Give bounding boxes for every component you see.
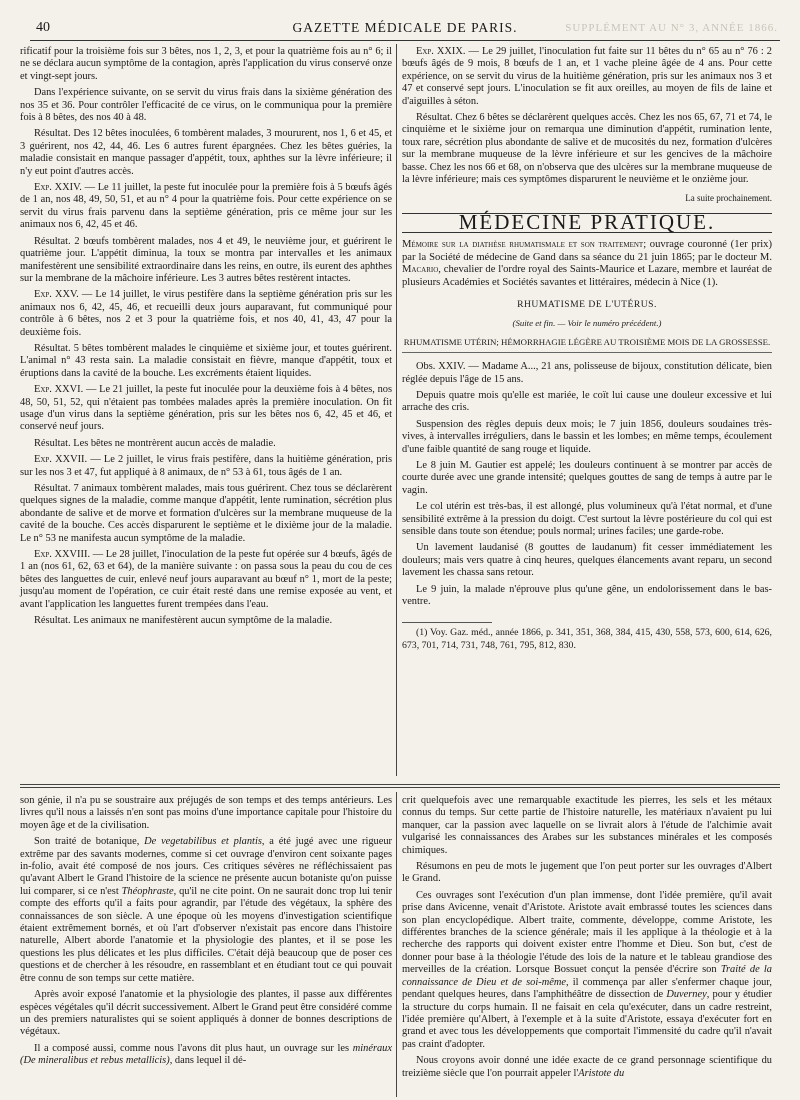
result-paragraph: Résultat. Chez 6 bêtes se déclarèrent quelques accès. Chez les nos 65, 67, 71 et 74, le cinquième et le sixième jour on remarqua une diminution d'appétit, rumination lente, toux rare, sécrétion plus abondante de salive et de mucosités du nez, formation d'ulcères sur la membrane muqueuse de la lèvre inférieure et sur les gencives de la mâchoire basse. Chez les nos 66 et 68, on n'observa que des ulcères sur la membrane muqueuse de la lèvre inférieure; mais ces symptômes disparurent le neuvième et le onzième jour. xyxy=(402,112,772,186)
text-run: , qu'il ne cite point. On ne saurait donc trop lui tenir compte des efforts qu'il a faits pour agrandir, par l'étude des végétaux, la sphère des connaissances de son siècle. A une époque où les moyens d'investigation scientifique étaient extrêmement bornés, et où l'art d'observer n'existait pas encore dans l'histoire naturelle, Albert aborde l'anatomie et la physiologie des plantes, et il se pose les questions les plus délicates et les plus difficiles. C'était déjà beaucoup que de poser ces questions et de chercher à les résoudre, en rassemblant et en étudiant tout ce qui pouvait être connu de son temps sur cette matière. xyxy=(20,885,392,984)
text-run: , pour y étudier la structure du corps humain. Il ne faisait en cela qu'exécuter, dans un cadre restreint, l'idée première qu'Albert, à l'exemple et à la suite d'Aristote, essaya d'exécuter fort en grand et avec tous les développements que comportait l'immensité du cadre qu'il n'avait pas craint d'adopter. xyxy=(402,989,772,1050)
book-title: minéraux (De mineralibus et rebus metallicis) xyxy=(20,1042,392,1067)
footnote: (1) Voy. Gaz. méd., année 1866, p. 341, 351, 368, 384, 415, 430, 558, 573, 600, 614, 626, 673, 701, 714, 731, 748, 761, 795, 812, 830. xyxy=(402,627,772,651)
paragraph xyxy=(20,1043,392,1068)
experiment-label: Exp. XXVII. xyxy=(34,454,88,466)
experiment-label: Exp. XXIV. xyxy=(34,182,82,194)
book-title: Traité de la connaissance de Dieu et de soi-même xyxy=(402,964,773,988)
journal-title: GAZETTE MÉDICALE DE PARIS. xyxy=(292,20,518,35)
observation-paragraph: Obs. XXIV. — Madame A..., 21 ans, polisseuse de bijoux, constitution délicate, bien réglée depuis l'âge de 15 ans. xyxy=(402,361,772,385)
page-header xyxy=(30,18,780,41)
person-name: Duverney xyxy=(666,989,707,1001)
continuation-note: La suite prochainement. xyxy=(685,193,772,204)
experiment-text: — Le 2 juillet, le virus frais pestifère, dans la huitième génération, pris sur les nos 3 et 47, fut appliqué à 8 animaux, de n° 53 à 61, tous âgés de 1 an. xyxy=(20,454,392,478)
paragraph: rificatif pour la troisième fois sur 3 bêtes, nos 1, 2, 3, et pour la quatrième fois au n° 6; il ne se déclara aucun symptôme de la contagion, après l'application du virus conservé onze et vingt-sept jours. xyxy=(20,46,392,82)
column-bottom-left xyxy=(20,795,392,1095)
experiment-text: — Le 29 juillet, l'inoculation fut faite sur 11 bêtes du n° 65 au n° 76 : 2 bœufs âgés de 9 mois, 8 bœufs de 1 an, et 1 vache pleine âgée de 4 ans. Pour cette expérience, on se servit du virus de la huitième génération, pris sur les animaux nos 3 et 47 et conservé sept jours. L'inoculation se fit aux oreilles, au moyen de fils de laine et d'aiguilles à séton. xyxy=(402,46,772,107)
result-paragraph: Résultat. 5 bêtes tombèrent malades le cinquième et sixième jour, et toutes guérirent. L'animal n° 43 resta sain. La maladie consistait en fièvre, manque d'appétit, toux et éruptions dans la cavité de la bouche. Les excréments étaient liquides. xyxy=(20,342,392,379)
result-paragraph: Résultat. Les bêtes ne montrèrent aucun accès de maladie. xyxy=(34,437,276,449)
column-top-right xyxy=(402,46,772,774)
experiment-paragraph xyxy=(20,384,392,434)
result-paragraph: Résultat. 2 bœufs tombèrent malades, nos 4 et 49, le neuvième jour, et guérirent le quatrième jour. L'appétit diminua, la toux se montra par intervalles et les animaux manifestèrent une sensibilité extraordinaire dans les reins, en outre, ils eurent des aphthes sur la membrane de la mâchoire inférieure. Les 3 autres bêtes restèrent intactes. xyxy=(20,235,392,284)
epithet: Aristote du xyxy=(578,1067,625,1079)
memoir-title: Mémoire sur la diathèse rhumatismale et son traitement; xyxy=(402,239,647,251)
experiment-label: Exp. XXVIII. xyxy=(34,549,91,561)
text-run: Ces ouvrages sont l'exécution d'un plan immense, dont l'idée première, qu'il avait prise dans Avicenne, venait d'Aristote. Aristote avait embrassé toutes les sciences dans son plan encyclopédique. Albert traite, commente, développe, comme Aristote, les différentes branches de la science générale; mais il les applique à la théologie et à la recherche des rapports qui doivent exister entre l'homme et Dieu. Son but, c'est de donner pour base à la théologie l'étude des lois de la nature et le tableau grandiose des merveilles de la création. Lorsque Bossuet conçut la pensée d'écrire son xyxy=(402,889,772,976)
paragraph xyxy=(402,1055,772,1080)
text-run: , a été jugé avec une rigueur extrême par des savants modernes, comme si cet ouvrage d'environ cent soixante pages in-folio, avait été composé de nos jours. Ces critiques sévères ne réfléchissaient pas qu'avant Albert le Grand l'histoire de la science ne présente aucun botaniste qu'on puisse lui comparer, si ce n'est xyxy=(20,836,392,897)
case-heading: RHUMATISME UTÉRIN; HÉMORRHAGIE LÉGÈRE AU TROISIÈME MOIS DE LA GROSSESSE. xyxy=(402,336,772,353)
subsection-note: (Suite et fin. — Voir le numéro précédent.) xyxy=(512,318,662,329)
paragraph xyxy=(20,836,392,985)
result-paragraph: Résultat. Des 12 bêtes inoculées, 6 tombèrent malades, 3 moururent, nos 1, 6 et 45, et 3 guérirent, nos 42, 44, 46. Les 6 autres furent épargnées. Chez les bêtes guéries, la maladie consistait en manque passager d'appétit, toux, aphthes sur la lèvre inférieure; il n'y eut point d'autres accès. xyxy=(20,128,392,177)
text-run: Nous croyons avoir donné une idée exacte de ce grand personnage scientifique du treizième siècle que l'on pourrait appeler l' xyxy=(402,1055,772,1079)
experiment-label: Exp. XXV. xyxy=(34,289,79,301)
memoir-author: Macario xyxy=(402,264,439,276)
column-bottom-right xyxy=(402,795,772,1095)
experiment-text: — Le 14 juillet, le virus pestifère dans la septième génération pris sur les animaux nos 6, 42, 45, 46, et recueilli deux jours auparavant, fut communiqué pour contrôle à 6 bêtes, nos 2 et 3 pour la quatrième fois, et nos 40, 41, 43, 47 pour la deuxième fois. xyxy=(20,289,392,338)
paragraph: Suspension des règles depuis deux mois; le 7 juin 1856, douleurs soudaines très-vives, à intervalles irréguliers, dans le bassin et les lombes; en même temps, écoulement d'une faible quantité de sang rouge et liquide. xyxy=(402,418,772,455)
result-paragraph: Résultat. 7 animaux tombèrent malades, mais tous guérirent. Chez tous se déclarèrent quelques signes de la maladie, comme manque d'appétit, lente rumination, sécrétion plus abondante de salive et de morve et formation d'ulcères sur la membrane muqueuse de la cavité de la bouche. Ces accès disparurent le septième et le dixième jour de la maladie. Le n° 53 ne manifesta aucun symptôme de la maladie. xyxy=(20,483,392,544)
result-paragraph: Résultat. Les animaux ne manifestèrent aucun symptôme de la maladie. xyxy=(34,615,333,627)
footnote-rule xyxy=(402,622,492,623)
experiment-label: Exp. XXVI. xyxy=(34,384,84,396)
experiment-paragraph xyxy=(20,182,392,232)
experiment-label: Exp. XXIX. xyxy=(416,46,466,57)
text-run: Son traité de botanique, xyxy=(34,836,145,848)
section-title: MÉDECINE PRATIQUE. xyxy=(458,209,716,234)
subsection-heading: RHUMATISME DE L'UTÉRUS. xyxy=(517,298,657,310)
memoir-affiliation: , chevalier de l'ordre royal des Saints-Maurice et Lazare, membre et lauréat de plusieurs Académies et Sociétés savantes et littéraires, médecin à Nice (1). xyxy=(402,264,772,288)
column-divider-bottom xyxy=(396,792,397,1097)
memoir-description: ouvrage couronné (1er prix) par la Société de médecine de Gand dans sa séance du 21 juin 1865; par le docteur M. xyxy=(402,239,772,263)
experiment-paragraph xyxy=(20,289,392,339)
experiment-paragraph xyxy=(20,549,392,611)
faint-supplement-mark: SUPPLÉMENT AU N° 3, ANNÉE 1866. xyxy=(565,22,778,34)
paragraph: Après avoir exposé l'anatomie et la physiologie des plantes, il passe aux différentes espèces végétales qu'il décrit successivement. Albert le Grand peut être considéré comme un des premiers naturalistes qui se soient appliqués à donner de bonnes descriptions de végétaux. xyxy=(20,989,392,1038)
paragraph: Le 9 juin, la malade n'éprouve plus qu'une gêne, un endolorissement dans le bas-ventre. xyxy=(402,583,772,608)
experiment-text: — Le 28 juillet, l'inoculation de la peste fut opérée sur 4 bœufs, âgés de 1 an (nos 61, 62, 63 et 64), de la manière suivante : on passa sous la peau du cou de ces bêtes des languettes de cuir, enlevé neuf jours auparavant au bœuf n° 1, mort de la peste; jusqu'au moment de l'opération, ce cuir était resté dans une remise exposée au vent, et avant l'application les languettes furent trempées dans l'eau. xyxy=(20,549,392,610)
paragraph: son génie, il n'a pu se soustraire aux préjugés de son temps et des temps antérieurs. Les livres qu'il nous a laissés n'en sont pas moins d'une importance capitale pour l'histoire du moyen âge et de la civilisation. xyxy=(20,795,392,831)
author-name: Théophraste xyxy=(121,885,174,897)
book-title: De vegetabilibus et plantis xyxy=(144,836,262,848)
experiment-paragraph xyxy=(20,454,392,479)
paragraph: Depuis quatre mois qu'elle est mariée, le coït lui cause une douleur excessive et lui arrache des cris. xyxy=(402,389,772,414)
paragraph: Dans l'expérience suivante, on se servit du virus frais dans la sixième génération des nos 35 et 36. Pour contrôler l'efficacité de ce virus, on le communiqua pour la première fois à 8 bêtes, des nos 40 à 48. xyxy=(20,87,392,124)
paragraph: Résumons en peu de mots le jugement que l'on peut porter sur les ouvrages d'Albert le Grand. xyxy=(402,861,772,885)
text-run: , dans lequel il dé- xyxy=(169,1055,247,1067)
paragraph: Un lavement laudanisé (8 gouttes de laudanum) fit cesser immédiatement les douleurs; mais vers quatre à cinq heures, quelques élancements avant reparu, un second lavement les chassa sans retour. xyxy=(402,542,772,579)
experiment-text: — Le 11 juillet, la peste fut inoculée pour la première fois à 5 bœufs âgés de 1 an, nos 48, 49, 50, 51, et au n° 4 pour la quatrième fois. Pour cette expérience on se servit du virus frais parvenu dans la septième génération, pris ce même jour sur les animaux nos 6, 42, 45 et 46. xyxy=(20,182,392,231)
paragraph xyxy=(402,890,772,1051)
horizontal-divider xyxy=(20,784,780,788)
text-run: Il a composé aussi, comme nous l'avons dit plus haut, un ouvrage sur les xyxy=(34,1042,353,1054)
experiment-paragraph xyxy=(402,46,772,108)
experiment-text: — Le 21 juillet, la peste fut inoculée pour la deuxième fois à 4 bêtes, nos 48, 50, 51, 52, qui n'étaient pas tombées malades après la première inoculation. On fit usage d'un virus dans la septième génération, pris sur les bêtes nos 6, 42, 45 et 46, et conservé neuf jours. xyxy=(20,384,393,433)
column-top-left xyxy=(20,46,392,774)
text-run: , il commença par aller s'enfermer chaque jour, pendant quelques heures, dans l'amphithéâtre de dissection de xyxy=(402,976,772,1001)
page-number: 40 xyxy=(36,20,50,35)
paragraph: crit quelquefois avec une remarquable exactitude les pierres, les sels et les métaux connus du temps. Sur cette partie de l'histoire naturelle, les matériaux n'avaient pu lui manquer, car la passion avec laquelle on se livrait alors à l'étude de l'alchimie avait vulgarisé les connaissances des Arabes sur les substances minérales et les composés chimiques. xyxy=(402,795,772,856)
paragraph: Le 8 juin M. Gautier est appelé; les douleurs continuent à se montrer par accès de courte durée avec une grande intensité; quelques gouttes de sang de temps à autre par le vagin. xyxy=(402,459,772,496)
paragraph: Le col utérin est très-bas, il est allongé, plus volumineux qu'à l'état normal, et d'une sensibilité extrême à la pression du doigt. C'est surtout la lèvre postérieure du col qui est sensible dans toute son étendue; pouls normal; urines faciles; une garde-robe. xyxy=(402,501,772,537)
column-divider-top xyxy=(396,44,397,776)
memoir-heading xyxy=(402,239,772,289)
